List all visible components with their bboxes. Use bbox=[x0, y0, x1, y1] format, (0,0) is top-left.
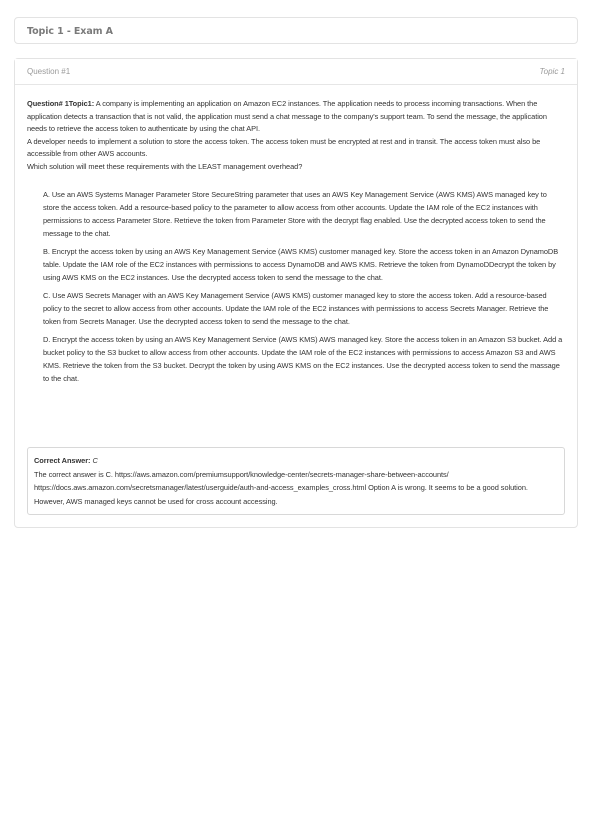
option-a: A. Use an AWS Systems Manager Parameter Store SecureString parameter that uses an AWS Key Management Service (AWS KMS) AWS managed key to store the access token. Add a resource-based policy to the parameter to allow access from other accounts. Update the IAM role of the EC2 instances with permissions to access Parameter Store. Retrieve the token from Parameter Store with the decrypt flag enabled. Use the decrypted access token to send the message to the chat. bbox=[43, 189, 547, 239]
topic-header: Topic 1 - Exam A bbox=[14, 17, 578, 44]
question-stem-text: A company is implementing an application on Amazon EC2 instances. The application needs to process incoming transactions. When the application detects a transaction that is not valid, the application must send a chat message to the company's support team. To send the message, the application needs to retrieve the access token to authenticate by using the chat API. bbox=[27, 99, 547, 134]
question-stem-paragraph-1 bbox=[27, 98, 565, 136]
question-card-header bbox=[15, 59, 577, 85]
question-prefix: Question# 1Topic1: bbox=[27, 99, 95, 108]
question-stem-paragraph-2: A developer needs to implement a solution to store the access token. The access token must be encrypted at rest and in transit. The access token must also be accessible from other AWS accounts. bbox=[27, 136, 541, 159]
correct-answer-label: Correct Answer: bbox=[34, 456, 91, 465]
option-c: C. Use AWS Secrets Manager with an AWS Key Management Service (AWS KMS) customer managed key to store the access token. Add a resource-based policy to the secret to allow access from other accounts. Update the IAM role of the EC2 instances with permissions to access Secrets Manager. Retrieve the token from Secrets Manager. Use the decrypted access token to send the message to the chat. bbox=[43, 290, 549, 327]
option-d: D. Encrypt the access token by using an AWS Key Management Service (AWS KMS) AWS managed key. Store the access token in an Amazon S3 bucket. Add a bucket policy to the S3 bucket to allow access from other accounts. Update the IAM role of the EC2 instances with permissions to access Amazon S3 and AWS KMS. Retrieve the token from the S3 bucket. Decrypt the token by using AWS KMS on the EC2 instances. Use the decrypted access token to send the massage to the chat. bbox=[43, 334, 563, 384]
correct-answer-box bbox=[27, 447, 565, 515]
question-body bbox=[15, 85, 577, 386]
option-b: B. Encrypt the access token by using an AWS Key Management Service (AWS KMS) customer managed key. Store the access token in an Amazon DynamoDB table. Update the IAM role of the EC2 instances with permissions to access DynamoDB and AWS KMS. Retrieve the token from DynamoDDecrypt the token by using AWS KMS on the EC2 instances. Use the decrypted access token to send the message to the chat. bbox=[43, 246, 559, 283]
question-stem-paragraph-3: Which solution will meet these requirements with the LEAST management overhead? bbox=[27, 161, 303, 171]
answer-options bbox=[27, 188, 565, 386]
question-card bbox=[14, 58, 578, 528]
question-topic-label: Topic 1 bbox=[539, 67, 565, 76]
correct-answer-letter: C bbox=[92, 456, 98, 465]
answer-explanation: The correct answer is C. https://aws.amazon.com/premiumsupport/knowledge-center/secrets-manager-share-between-accounts/ https://docs.aws.amazon.com/secretsmanager/latest/userguide/auth-and-access_examples_cross.html Option A is wrong. It seems to be a good solution. However, AWS managed keys cannot be used for cross account accessing. bbox=[34, 469, 528, 506]
question-number: Question #1 bbox=[27, 67, 71, 76]
correct-answer-line bbox=[34, 454, 558, 468]
